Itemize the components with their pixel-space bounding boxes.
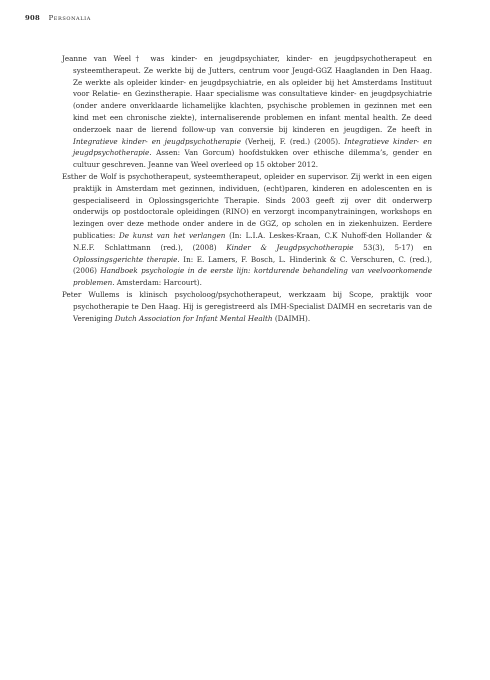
bio-text: ). — [305, 313, 311, 323]
bio-text: Jeanne van Weel† was kinder- en jeugdpsychiater, kinder- en jeugdpsychotherapeut en systeemtherapeut. Ze werkte bij de Jutters, centrum voor Jeugd-GGZ Haaglanden in Den Haag. Ze werkte als opleider kinder- en jeugdpsychiatrie, en als opleider bij het Amsterdams Instituut voor Relatie- en Gezinstherapie. Haar specialisme was consultatieve kinder- en jeugdpsychiatrie (onder andere onverklaarde lichamelijke klachten, psychische problemen in gezinnen met een kind met een chronische ziekte), internaliserende problemen en infant mental health. Ze deed onderzoek naar de lierend follow-up van conversie bij kinderen en jeugdigen. Ze heeft in — [62, 54, 432, 134]
bio-text: . Amsterdam: Harcourt). — [112, 278, 202, 288]
bio-text: Esther de Wolf is psychotherapeut, systeemtherapeut, opleider en supervisor. Zij werkt in een eigen praktijk in Amsterdam met gezinnen, individuen, (echt)paren, kinderen en adolescenten en is gespecialiseerd in Oplossingsgerichte Therapie. Sinds 2003 geeft zij over dit onderwerp onderwijs op postdoctorale opleidingen ( — [62, 171, 432, 217]
italic-title: De kunst van het verlangen — [119, 230, 226, 240]
bio-text: . Assen: Van Gorcum) hoofdstukken over ethische dilemma’s, gender en cultuur geschreven. Jeanne van Weel overleed op 15 oktober 2012. — [73, 148, 432, 170]
bio-text: ) en verzorgt incompanytrainingen, workshops en lezingen over deze methode onder andere in de — [73, 207, 432, 229]
bio-text: 53(3), 5-17) en — [353, 242, 432, 252]
section-title: Personalia — [48, 14, 91, 22]
bio-text: (Verheij, F. (red.) (2005). — [240, 136, 345, 146]
abbreviation: GGZ — [259, 219, 277, 229]
abbreviation: IMH — [270, 301, 287, 311]
italic-title: Handboek psychologie in de eerste lijn: kortdurende behandeling van veelvoorkomende problemen — [73, 266, 432, 288]
bio-entry — [62, 53, 432, 171]
page-number: 908 — [25, 14, 41, 22]
bio-text: Peter Wullems is klinisch psycholoog/psychotherapeut, werkzaam bij Scope, praktijk voor psychotherapie te Den Haag. Hij is geregistreerd als — [62, 289, 432, 311]
bio-text: , op scholen en in ziekenhuizen. Eerdere publicaties: — [73, 219, 432, 240]
italic-title: Oplossingsgerichte therapie — [73, 254, 178, 264]
personalia-list — [62, 53, 432, 324]
bio-entry — [62, 171, 432, 289]
running-header — [25, 14, 465, 26]
abbreviation: DAIMH — [327, 301, 355, 311]
bio-text: ( — [272, 313, 278, 323]
abbreviation: RINO — [225, 207, 246, 217]
bio-text: en secretaris van de Vereniging — [73, 301, 432, 323]
bio-text: (In: L.I.A. Leskes-Kraan, C.K Nuhoff-den Hollander & N.E.F. Schlattmann (red.), (2008) — [73, 230, 432, 252]
bio-entry — [62, 289, 432, 324]
italic-title: Integratieve kinder- en jeugdpsychotherapie — [73, 136, 241, 146]
italic-title: Integratieve kinder- en jeugdpsychotherapie — [73, 136, 432, 158]
italic-title: Dutch Association for Infant Mental Health — [114, 313, 273, 323]
italic-title: Kinder & Jeugdpsychotherapie — [226, 242, 354, 252]
bio-text: -Specialist — [286, 301, 328, 311]
abbreviation: DAIMH — [277, 313, 306, 323]
bio-text: . In: E. Lamers, F. Bosch, L. Hinderink & C. Verschuren, C. (red.), (2006) — [73, 254, 433, 276]
